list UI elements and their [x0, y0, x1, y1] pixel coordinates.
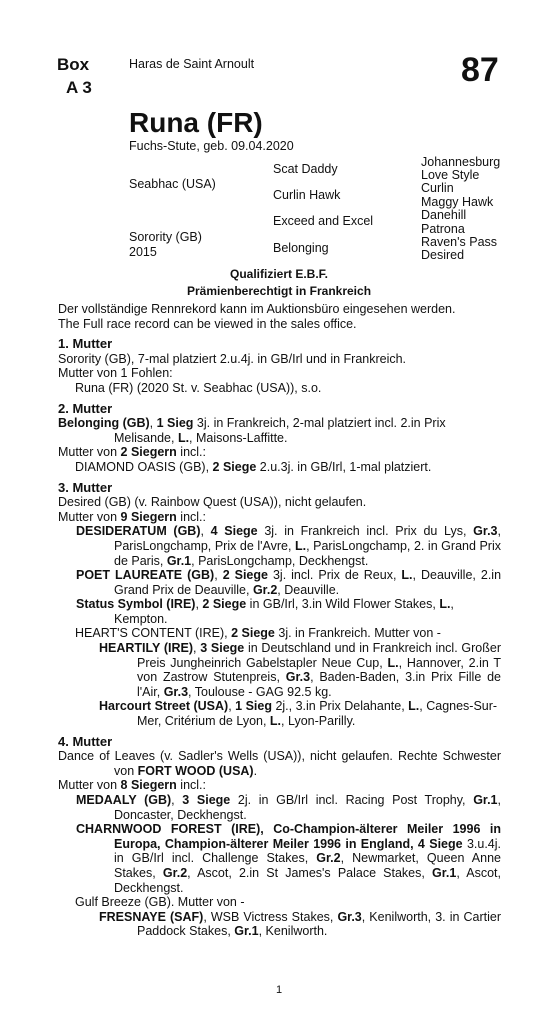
horse-name-bold: Belonging (GB)	[58, 416, 150, 431]
pedigree-great-grandparent: Patrona	[421, 222, 465, 236]
section-heading-mutter-3: 3. Mutter	[58, 479, 113, 495]
mutter2-line: Belonging (GB), 1 Sieg 3j. in Frankreich, 2-mal platziert incl. 2.in Prix Melisande, L., Maisons-Laffitte.	[58, 416, 446, 445]
section-heading-mutter-4: 4. Mutter	[58, 733, 113, 749]
mutter3-progeny-3: Status Symbol (IRE), 2 Siege in GB/Irl, 3.in Wild Flower Stakes, L., Kempton.	[76, 597, 454, 626]
mutter1-foal: Runa (FR) (2020 St. v. Seabhac (USA)), s.o.	[75, 380, 322, 395]
race-record-note-de: Der vollständige Rennrekord kann im Auktionsbüro eingesehen werden.	[58, 302, 456, 316]
pedigree-sire: Seabhac (USA)	[129, 177, 216, 191]
box-label: Box	[57, 55, 90, 74]
mutter2-dam-of: Mutter von 2 Siegern incl.:	[58, 445, 206, 460]
pedigree-great-grandparent: Curlin	[421, 181, 454, 195]
pedigree-great-grandparent: Maggy Hawk	[421, 195, 494, 209]
mutter3-progeny-2: POET LAUREATE (GB), 2 Siege 3j. incl. Prix de Reux, L., Deauville, 2.in Grand Prix de Deauville, Gr.2, Deauville.	[76, 568, 502, 597]
mutter3-progeny-1: DESIDERATUM (GB), 4 Siege 3j. in Frankreich incl. Prix du Lys, Gr.3, ParisLongchamp, Prix de l'Avre, L., ParisLongchamp, 2. in Grand Prix de Paris, Gr.1, ParisLongchamp, Deckhengst.	[76, 524, 501, 568]
pedigree-great-grandparent: Johannesburg	[421, 155, 501, 169]
pedigree-grandparent: Scat Daddy	[273, 162, 338, 176]
pedigree-dam-year: 2015	[129, 245, 157, 259]
pedigree-grandparent: Belonging	[273, 241, 329, 255]
section-heading-mutter-2: 2. Mutter	[58, 400, 113, 416]
horse-name: Runa (FR)	[129, 107, 263, 138]
catalogue-body	[58, 302, 501, 939]
mutter4-progeny-3: Gulf Breeze (GB). Mutter von -	[75, 895, 245, 910]
pedigree-grandparent: Curlin Hawk	[273, 188, 341, 202]
qualification-ebf: Qualifiziert E.B.F.	[229, 267, 328, 281]
mutter3-dam-of: Mutter von 9 Siegern incl.:	[58, 509, 206, 524]
pedigree-great-grandparent: Danehill	[421, 208, 467, 222]
lot-number: 87	[461, 51, 499, 89]
pedigree-great-grandparent: Love Style	[421, 168, 480, 182]
horse-description: Fuchs-Stute, geb. 09.04.2020	[129, 139, 294, 153]
race-record-note-en: The Full race record can be viewed in the sales office.	[58, 316, 357, 331]
qualification-france: Prämienberechtigt in Frankreich	[186, 284, 372, 298]
pedigree-great-grandparent: Raven's Pass	[421, 235, 498, 249]
pedigree-grandparent: Exceed and Excel	[273, 214, 374, 228]
mutter4-dam-of: Mutter von 8 Siegern incl.:	[58, 778, 206, 793]
section-heading-mutter-1: 1. Mutter	[58, 336, 113, 352]
mutter2-progeny: DIAMOND OASIS (GB), 2 Siege 2.u.3j. in GB/Irl, 1-mal platziert.	[75, 459, 432, 474]
mutter1-line: Sorority (GB), 7-mal platziert 2.u.4j. in GB/Irl und in Frankreich.	[58, 351, 407, 366]
mutter4-progeny-4: FRESNAYE (SAF), WSB Victress Stakes, Gr.3, Kenilworth, 3. in Cartier Paddock Stakes, Gr.1, Kenilworth.	[99, 909, 501, 939]
breeder-name: Haras de Saint Arnoult	[129, 57, 255, 71]
mutter3-progeny-4: HEART'S CONTENT (IRE), 2 Siege 3j. in Frankreich. Mutter von -	[75, 626, 441, 641]
box-number: A 3	[66, 78, 92, 97]
mutter3-line: Desired (GB) (v. Rainbow Quest (USA)), nicht gelaufen.	[58, 495, 367, 510]
mutter1-foals-intro: Mutter von 1 Fohlen:	[58, 366, 173, 381]
mutter3-progeny-6: Harcourt Street (USA), 1 Sieg 2j., 3.in Prix Delahante, L., Cagnes-Sur-Mer, Critérium de Lyon, L., Lyon-Parilly.	[99, 699, 498, 729]
pedigree-dam: Sorority (GB)	[129, 230, 202, 244]
mutter3-progeny-5: HEARTILY (IRE), 3 Siege in Deutschland und in Frankreich incl. Großer Preis Jungheinrich Gabelstapler Neue Cup, L., Hannover, 2.in T von Zastrow Stutenpreis, Gr.3, Baden-Baden, 3.in Prix Fille de l'Air, Gr.3, Toulouse - GAG 92.5 kg.	[99, 641, 502, 699]
page-number: 1	[275, 984, 283, 996]
mutter4-progeny-1: MEDAALY (GB), 3 Siege 2j. in GB/Irl incl. Racing Post Trophy, Gr.1, Doncaster, Deckhengst.	[76, 793, 501, 822]
mutter4-line: Dance of Leaves (v. Sadler's Wells (USA)), nicht gelaufen. Rechte Schwester von FORT WOOD (USA).	[58, 749, 501, 778]
pedigree-great-grandparent: Desired	[421, 248, 465, 262]
wins-bold: 1 Sieg	[156, 416, 194, 431]
mutter4-progeny-2: CHARNWOOD FOREST (IRE), Co-Champion-älterer Meiler 1996 in Europa, Champion-älterer Meiler 1996 in England, 4 Siege 3.u.4j. in GB/Irl incl. Challenge Stakes, Gr.2, Newmarket, Queen Anne Stakes, Gr.2, Ascot, 2.in St James's Palace Stakes, Gr.1, Ascot, Deckhengst.	[76, 822, 502, 895]
